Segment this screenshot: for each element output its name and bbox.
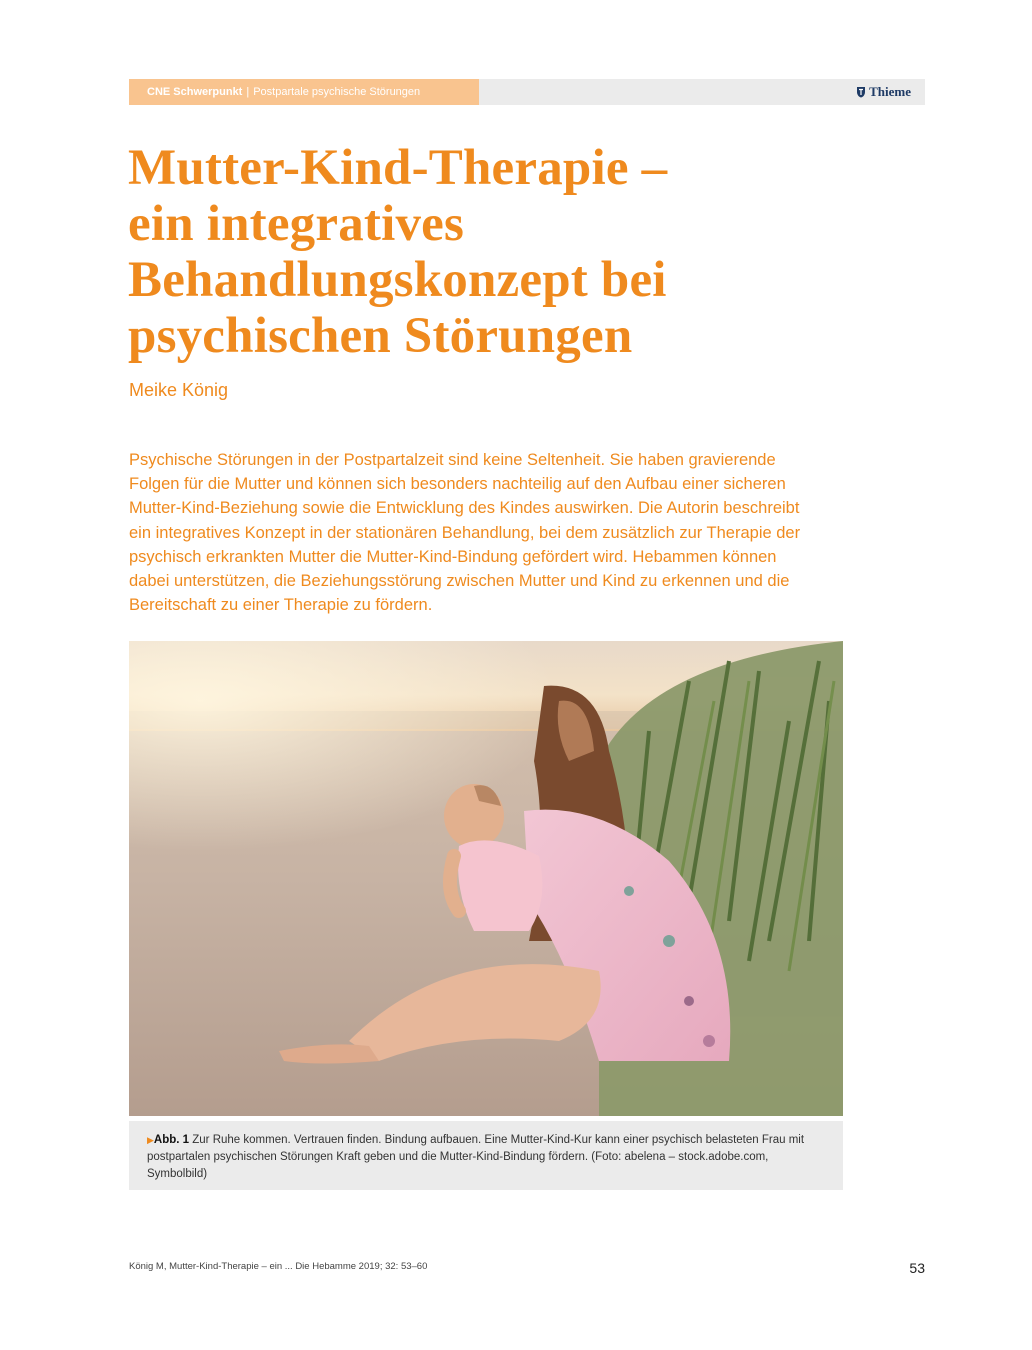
abstract-line: Bereitschaft zu einer Therapie zu fördern. [129,596,433,615]
abstract-line: ein integratives Konzept in der stationären Behandlung, bei dem zusätzlich zur Therapie der [129,523,801,542]
publisher-logo [856,79,911,105]
publisher-name: Thieme [869,84,911,99]
abstract-line: Folgen für die Mutter und können sich besonders nachteilig auf den Aufbau einer sicheren [129,475,786,494]
page-number: 53 [909,1260,925,1276]
article-title [128,140,908,364]
title-line: Behandlungskonzept bei [128,252,667,308]
triangle-right-icon: ▶ [147,1135,154,1145]
header-separator: | [246,86,250,98]
author-name: Meike König [129,380,229,400]
caption-line [147,1132,825,1149]
figure-label: Abb. 1 [153,1134,190,1146]
title-line: ein integratives [128,196,465,252]
topic-label: Postpartale psychische Störungen [253,86,421,98]
abstract-line: Psychische Störungen in der Postpartalzeit sind keine Seltenheit. Sie haben gravierende [129,451,776,469]
footer-citation: König M, Mutter-Kind-Therapie – ein ... Die Hebamme 2019; 32: 53–60 [129,1261,428,1272]
abstract-line: Mutter-Kind-Beziehung sowie die Entwicklung des Kindes auswirken. Die Autorin beschreibt [129,499,800,518]
section-tag [129,79,479,105]
title-line: Mutter-Kind-Therapie – [128,140,668,196]
figure-caption [129,1121,843,1190]
figure-photo [129,641,843,1116]
section-label: CNE Schwerpunkt [147,86,243,98]
abstract [129,448,869,617]
caption-text: Zur Ruhe kommen. Vertrauen finden. Bindung aufbauen. Eine Mutter-Kind-Kur kann einer psychisch belasteten Frau mit [192,1134,805,1146]
running-header [129,79,925,105]
caption-line: Symbolbild) [147,1168,208,1180]
abstract-line: psychisch erkrankten Mutter die Mutter-Kind-Bindung gefördert wird. Hebammen können [129,547,777,566]
caption-line: postpartalen psychischen Störungen Kraft geben und die Mutter-Kind-Bindung fördern. (Foto: abelena – stock.adobe.com, [147,1151,769,1163]
thieme-logo-icon [856,86,866,98]
abstract-line: dabei unterstützen, die Beziehungsstörung zwischen Mutter und Kind zu erkennen und die [129,572,790,591]
title-line: psychischen Störungen [128,308,633,364]
